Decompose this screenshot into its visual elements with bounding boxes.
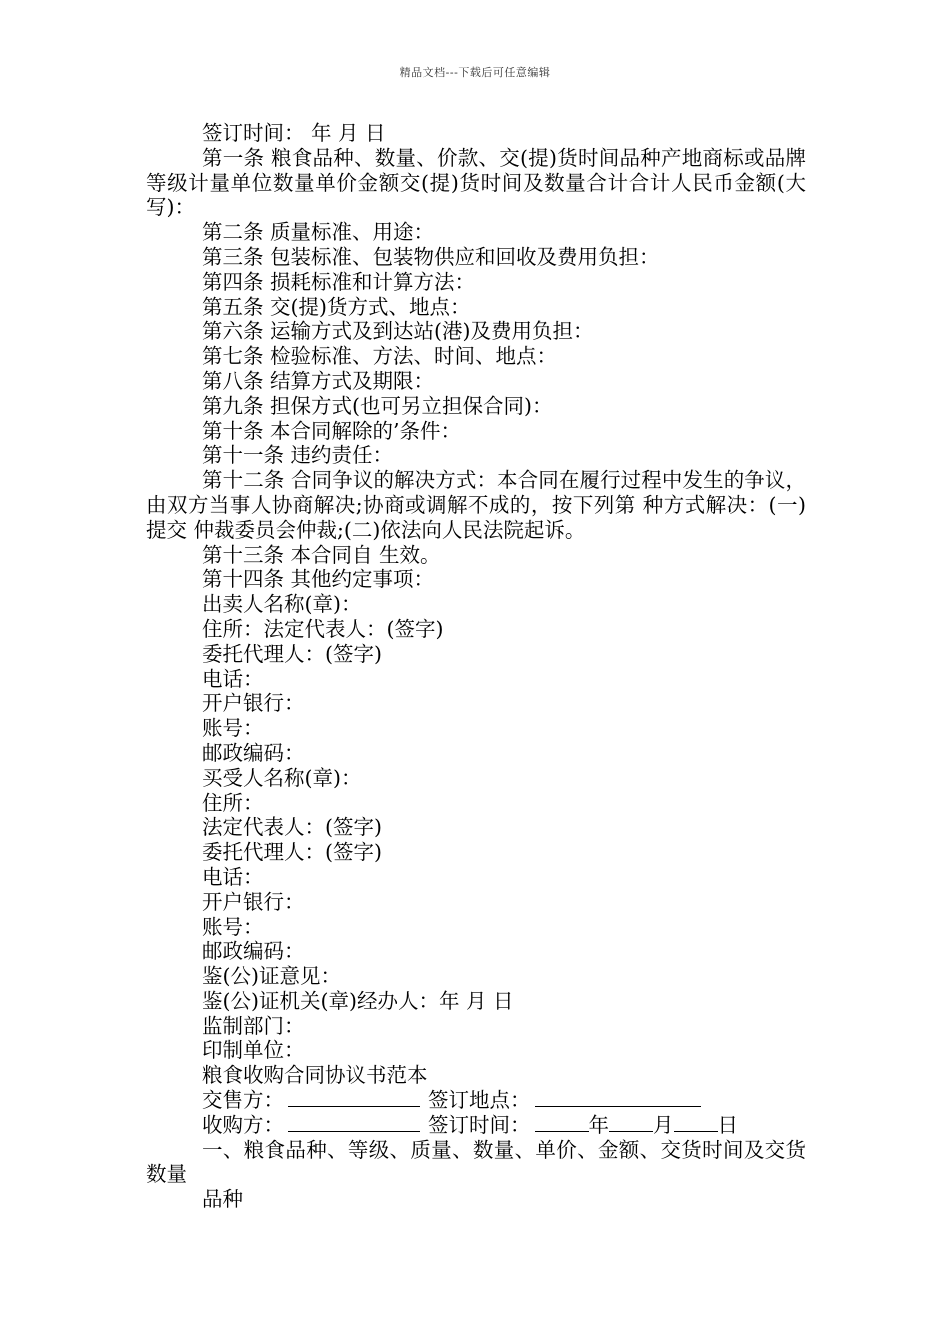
doc-line-article-12: 第十二条 合同争议的解决方式：本合同在履行过程中发生的争议，由双方当事人协商解决;协商或调解不成的，按下列第 种方式解决：(一)提交 仲裁委员会仲裁;(二)依法向人民法院起诉。 bbox=[146, 468, 806, 542]
doc-line-article-8: 第八条 结算方式及期限： bbox=[202, 368, 435, 393]
doc-line-article-9: 第九条 担保方式(也可另立担保合同)： bbox=[202, 393, 553, 418]
doc-line-article-11: 第十一条 违约责任： bbox=[202, 443, 394, 468]
doc-line-buyer-name: 买受人名称(章)： bbox=[202, 765, 362, 790]
doc-line-template-title: 粮食收购合同协议书范本 bbox=[202, 1063, 428, 1088]
page-header-note: 精品文档---下载后可任意编辑 bbox=[399, 66, 551, 79]
year-label: 年 bbox=[588, 1112, 609, 1137]
seller-blank bbox=[288, 1088, 420, 1107]
doc-line-article-6: 第六条 运输方式及到达站(港)及费用负担： bbox=[202, 319, 594, 344]
sign-place-label: 签订地点： bbox=[428, 1088, 531, 1113]
doc-line-seller-bank: 开户银行： bbox=[202, 691, 305, 716]
doc-line-buyer-postcode: 邮政编码： bbox=[202, 939, 305, 964]
day-blank bbox=[674, 1113, 718, 1132]
doc-line-buyer-phone: 电话： bbox=[202, 864, 264, 889]
doc-line-seller-name: 出卖人名称(章)： bbox=[202, 592, 362, 617]
doc-line-buyer-account: 账号： bbox=[202, 914, 264, 939]
doc-line-article-3: 第三条 包装标准、包装物供应和回收及费用负担： bbox=[202, 244, 660, 269]
seller-row bbox=[146, 1088, 806, 1113]
doc-line-article-4: 第四条 损耗标准和计算方法： bbox=[202, 269, 476, 294]
doc-line-variety: 品种 bbox=[202, 1187, 243, 1212]
doc-line-article-14: 第十四条 其他约定事项： bbox=[202, 567, 435, 592]
sign-time-label: 签订时间： bbox=[428, 1112, 531, 1137]
doc-line-buyer-bank: 开户银行： bbox=[202, 889, 305, 914]
doc-line-article-7: 第七条 检验标准、方法、时间、地点： bbox=[202, 344, 558, 369]
doc-line-seller-agent: 委托代理人：(签字) bbox=[202, 641, 382, 666]
doc-line-notary-office: 鉴(公)证机关(章)经办人：年 月 日 bbox=[202, 988, 514, 1013]
doc-line-article-2: 第二条 质量标准、用途： bbox=[202, 220, 435, 245]
doc-line-notary-opinion: 鉴(公)证意见： bbox=[202, 964, 341, 989]
doc-line-article-1: 第一条 粮食品种、数量、价款、交(提)货时间品种产地商标或品牌等级计量单位数量单价金额交(提)货时间及数量合计合计人民币金额(大写)： bbox=[146, 145, 806, 220]
day-label: 日 bbox=[717, 1112, 738, 1137]
doc-line-article-13: 第十三条 本合同自 生效。 bbox=[202, 542, 441, 567]
doc-line-printer: 印制单位： bbox=[202, 1038, 305, 1063]
contract-body bbox=[146, 121, 806, 1212]
year-blank bbox=[535, 1113, 589, 1132]
seller-label: 交售方： bbox=[202, 1088, 284, 1113]
doc-line-sign-time: 签订时间： 年 月 日 bbox=[202, 121, 386, 145]
doc-line-buyer-address: 住所： bbox=[202, 790, 264, 815]
doc-line-section-one: 一、粮食品种、等级、质量、数量、单价、金额、交货时间及交货数量 bbox=[146, 1137, 806, 1187]
sign-place-blank bbox=[535, 1088, 701, 1107]
doc-line-seller-account: 账号： bbox=[202, 716, 264, 741]
doc-line-seller-address: 住所：法定代表人：(签字) bbox=[202, 616, 444, 641]
doc-line-seller-phone: 电话： bbox=[202, 666, 264, 691]
buyer-blank bbox=[288, 1113, 420, 1132]
month-blank bbox=[609, 1113, 653, 1132]
doc-line-article-10: 第十条 本合同解除的’条件： bbox=[202, 418, 462, 443]
month-label: 月 bbox=[653, 1112, 674, 1137]
doc-line-seller-postcode: 邮政编码： bbox=[202, 740, 305, 765]
buyer-row bbox=[146, 1113, 806, 1138]
doc-line-buyer-agent: 委托代理人：(签字) bbox=[202, 840, 382, 865]
doc-line-supervisor: 监制部门： bbox=[202, 1013, 305, 1038]
doc-line-article-5: 第五条 交(提)货方式、地点： bbox=[202, 294, 471, 319]
doc-line-buyer-legal-rep: 法定代表人：(签字) bbox=[202, 815, 382, 840]
buyer-label: 收购方： bbox=[202, 1112, 284, 1137]
